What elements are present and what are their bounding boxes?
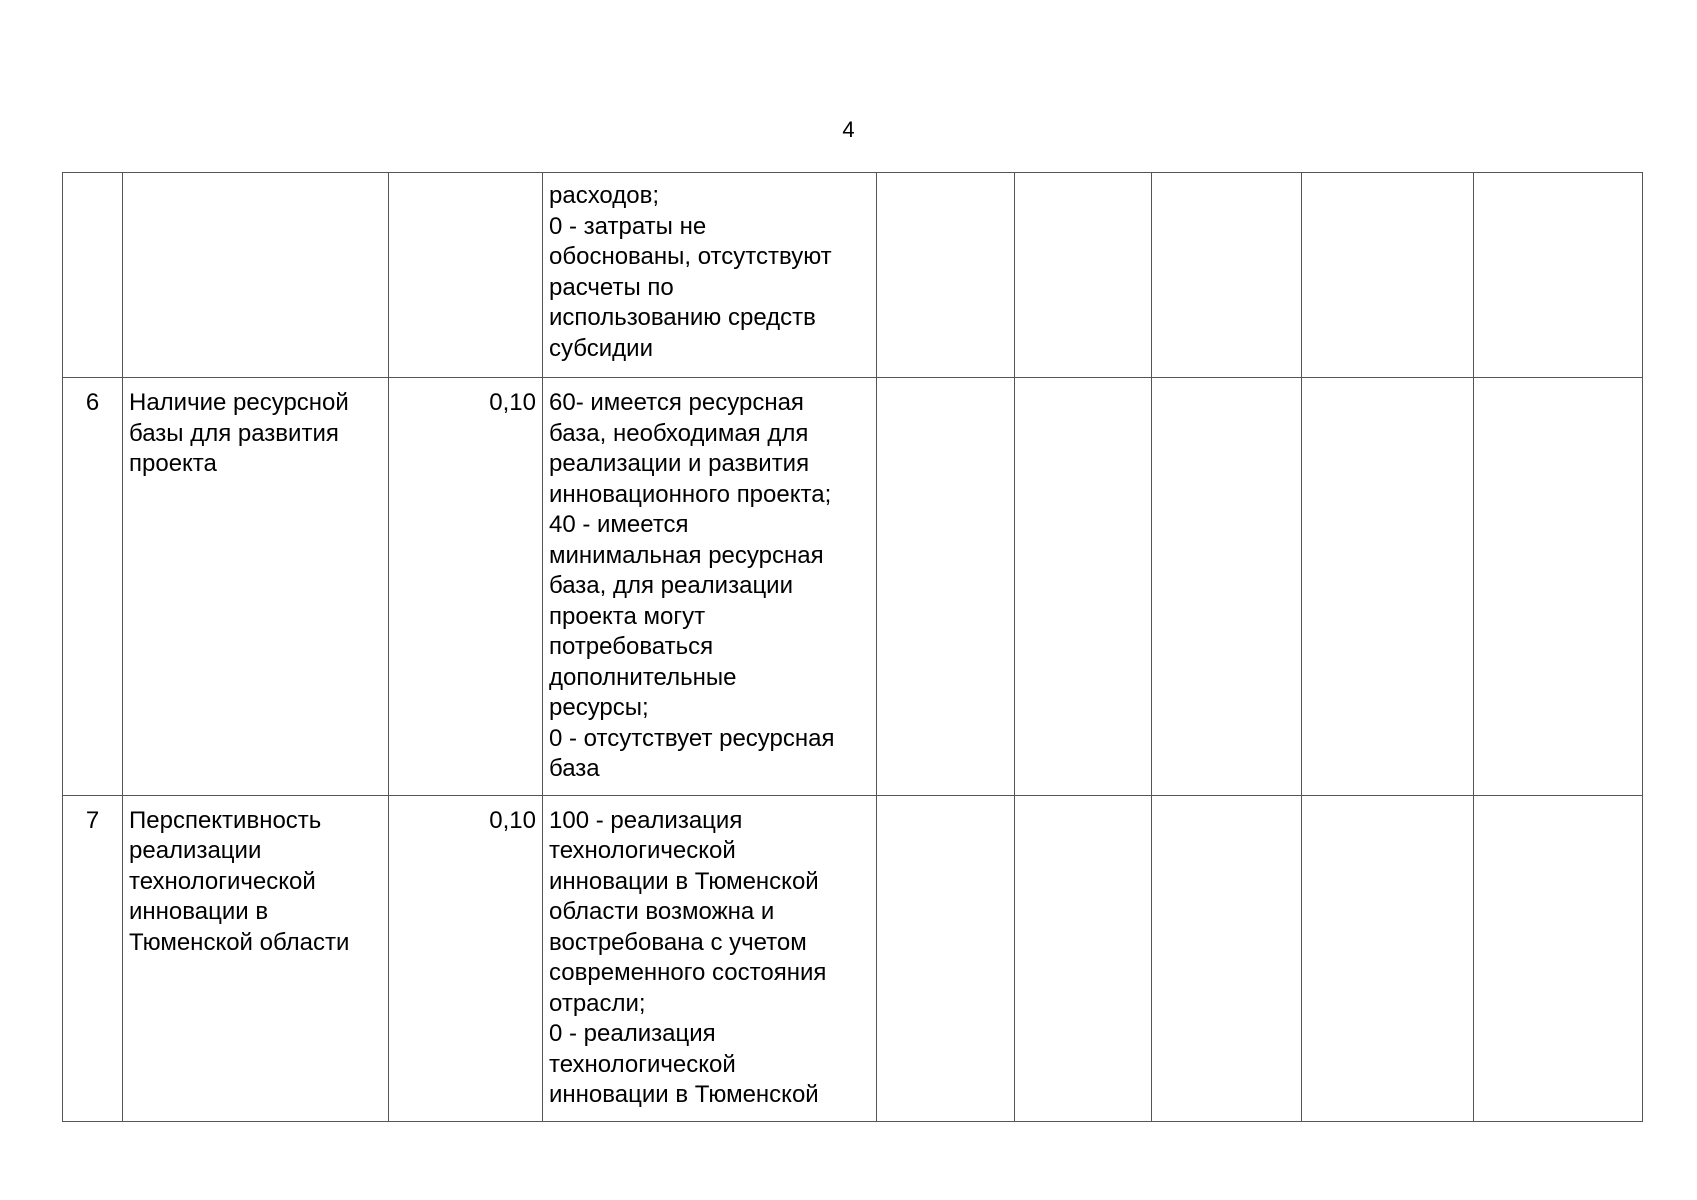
scale-line: востребована с учетом	[549, 928, 807, 956]
scale-line: современного состояния	[549, 959, 827, 986]
scale-line: 0 - затраты не	[549, 212, 707, 240]
scale-cell	[543, 378, 877, 796]
scale-line: расчеты по	[549, 273, 674, 301]
empty-cell	[877, 378, 1015, 796]
empty-cell	[1474, 173, 1643, 378]
row-number-cell	[63, 173, 123, 378]
empty-cell	[1015, 795, 1152, 1121]
criterion-line: проекта	[129, 450, 217, 477]
criterion-line: Тюменской области	[129, 928, 350, 956]
empty-cell	[1152, 795, 1302, 1121]
scale-line: расходов;	[549, 182, 660, 209]
scale-line: база	[549, 755, 600, 782]
weight-cell: 0,10	[389, 795, 543, 1121]
scale-line: дополнительные	[549, 663, 737, 691]
table-row	[63, 173, 1643, 378]
scale-line: база, необходимая для	[549, 419, 809, 447]
criteria-table	[62, 172, 1643, 1122]
empty-cell	[1302, 378, 1474, 796]
weight-cell	[389, 173, 543, 378]
scale-line: отрасли;	[549, 989, 646, 1017]
scale-line: технологической	[549, 837, 736, 864]
empty-cell	[877, 795, 1015, 1121]
scale-line: обоснованы, отсутствуют	[549, 243, 832, 270]
scale-line: проекта могут	[549, 602, 706, 630]
table-row	[63, 795, 1643, 1121]
row-number-cell: 6	[63, 378, 123, 796]
empty-cell	[1474, 795, 1643, 1121]
scale-line: реализации и развития	[549, 450, 810, 477]
scale-line: 0 - реализация	[549, 1020, 716, 1047]
scale-line: 0 - отсутствует ресурсная	[549, 724, 835, 752]
scale-line: 40 - имеется	[549, 511, 689, 538]
scale-line: 60- имеется ресурсная	[549, 389, 804, 416]
empty-cell	[1302, 795, 1474, 1121]
criterion-line: инновации в	[129, 898, 269, 925]
scale-line: технологической	[549, 1050, 736, 1078]
empty-cell	[1152, 378, 1302, 796]
scale-line: минимальная ресурсная	[549, 541, 824, 569]
scale-line: база, для реализации	[549, 572, 793, 599]
empty-cell	[1015, 173, 1152, 378]
page-number: 4	[842, 117, 855, 142]
criterion-line: Перспективность	[129, 806, 322, 834]
table-row	[63, 378, 1643, 796]
empty-cell	[1015, 378, 1152, 796]
empty-cell	[1474, 378, 1643, 796]
weight-cell: 0,10	[389, 378, 543, 796]
scale-line: области возможна и	[549, 898, 775, 925]
criterion-line: базы для развития	[129, 419, 339, 447]
scale-line: ресурсы;	[549, 694, 649, 721]
criterion-line: Наличие ресурсной	[129, 389, 349, 416]
scale-line: инновации в Тюменской	[549, 1081, 819, 1108]
scale-line: субсидии	[549, 334, 653, 362]
empty-cell	[1302, 173, 1474, 378]
scale-line: использованию средств	[549, 304, 816, 331]
criterion-cell	[123, 173, 389, 378]
scale-cell	[543, 173, 877, 378]
scale-line: инновации в Тюменской	[549, 867, 819, 895]
empty-cell	[877, 173, 1015, 378]
criterion-cell	[123, 378, 389, 796]
row-number-cell: 7	[63, 795, 123, 1121]
scale-line: инновационного проекта;	[549, 480, 832, 508]
criterion-line: реализации	[129, 837, 262, 864]
criterion-line: технологической	[129, 867, 316, 895]
scale-line: 100 - реализация	[549, 806, 743, 834]
scale-line: потребоваться	[549, 633, 714, 660]
criterion-cell	[123, 795, 389, 1121]
empty-cell	[1152, 173, 1302, 378]
scale-cell	[543, 795, 877, 1121]
